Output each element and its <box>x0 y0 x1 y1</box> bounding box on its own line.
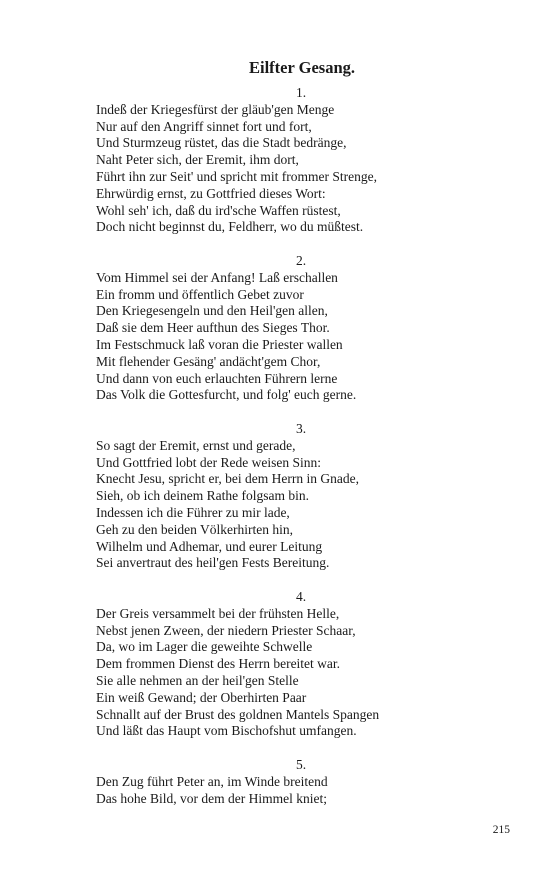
verse-line: Sei anvertraut des heil'gen Fests Bereitung. <box>96 555 330 571</box>
verse-line: Und dann von euch erlauchten Führern lerne <box>96 370 338 386</box>
verse-line: Ein fromm und öffentlich Gebet zuvor <box>96 286 304 302</box>
verse-line: Der Greis versammelt bei der frühsten Helle, <box>96 605 340 621</box>
verse-line: Nur auf den Angriff sinnet fort und fort, <box>96 118 312 134</box>
stanza-2 <box>96 253 516 404</box>
page-number: 215 <box>492 824 510 836</box>
verse-line: Knecht Jesu, spricht er, bei dem Herrn in Gnade, <box>96 471 359 487</box>
verse-line: Den Zug führt Peter an, im Winde breitend <box>96 773 328 789</box>
verse-line: Den Kriegesengeln und den Heil'gen allen, <box>96 303 328 319</box>
verse-line: Dem frommen Dienst des Herrn bereitet war. <box>96 656 341 672</box>
stanza-number: 1. <box>295 85 307 100</box>
verse-line: Doch nicht beginnst du, Feldherr, wo du müßtest. <box>96 219 364 235</box>
stanza-number: 5. <box>295 757 307 772</box>
verse-line: Und Gottfried lobt der Rede weisen Sinn: <box>96 454 321 470</box>
verse-line: Ein weiß Gewand; der Oberhirten Paar <box>96 689 307 705</box>
verse-line: So sagt der Eremit, ernst und gerade, <box>96 437 296 453</box>
verse-line: Indessen ich die Führer zu mir lade, <box>96 504 290 520</box>
verse-line: Wohl seh' ich, daß du ird'sche Waffen rüstest, <box>96 202 341 218</box>
verse-line: Das hohe Bild, vor dem der Himmel kniet; <box>96 790 327 806</box>
verse-line: Das Volk die Gottesfurcht, und folg' euch gerne. <box>96 387 357 403</box>
verse-line: Indeß der Kriegesfürst der gläub'gen Menge <box>96 101 335 117</box>
verse-line: Nebst jenen Zween, der niedern Priester Schaar, <box>96 622 356 638</box>
verse-line: Im Festschmuck laß voran die Priester wallen <box>96 336 343 352</box>
stanza-1 <box>96 85 516 236</box>
verse-line: Daß sie dem Heer aufthun des Sieges Thor. <box>96 320 330 336</box>
verse-line: Geh zu den beiden Völkerhirten hin, <box>96 521 293 537</box>
stanza-number: 3. <box>295 421 307 436</box>
stanza-number: 4. <box>295 589 307 604</box>
canto-title: Eilfter Gesang. <box>248 58 356 77</box>
verse-line: Naht Peter sich, der Eremit, ihm dort, <box>96 152 299 168</box>
verse-line: Und läßt das Haupt vom Bischofshut umfangen. <box>96 723 357 739</box>
verse-line: Führt ihn zur Seit' und spricht mit frommer Strenge, <box>96 168 378 184</box>
stanza-3 <box>96 421 516 572</box>
verse-line: Mit flehender Gesäng' andächt'gem Chor, <box>96 353 321 369</box>
verse-line: Sieh, ob ich deinem Rathe folgsam bin. <box>96 488 309 504</box>
verse-line: Vom Himmel sei der Anfang! Laß erschallen <box>96 269 338 285</box>
verse-line: Wilhelm und Adhemar, und eurer Leitung <box>96 538 323 554</box>
verse-line: Sie alle nehmen an der heil'gen Stelle <box>96 672 299 688</box>
verse-line: Da, wo im Lager die geweihte Schwelle <box>96 639 313 655</box>
verse-line: Schnallt auf der Brust des goldnen Mantels Spangen <box>96 706 380 722</box>
stanza-5 <box>96 757 516 807</box>
stanza-4 <box>96 589 516 740</box>
verse-line: Und Sturmzeug rüstet, das die Stadt bedränge, <box>96 135 347 151</box>
verse-line: Ehrwürdig ernst, zu Gottfried dieses Wort: <box>96 185 326 201</box>
stanza-number: 2. <box>295 253 307 268</box>
